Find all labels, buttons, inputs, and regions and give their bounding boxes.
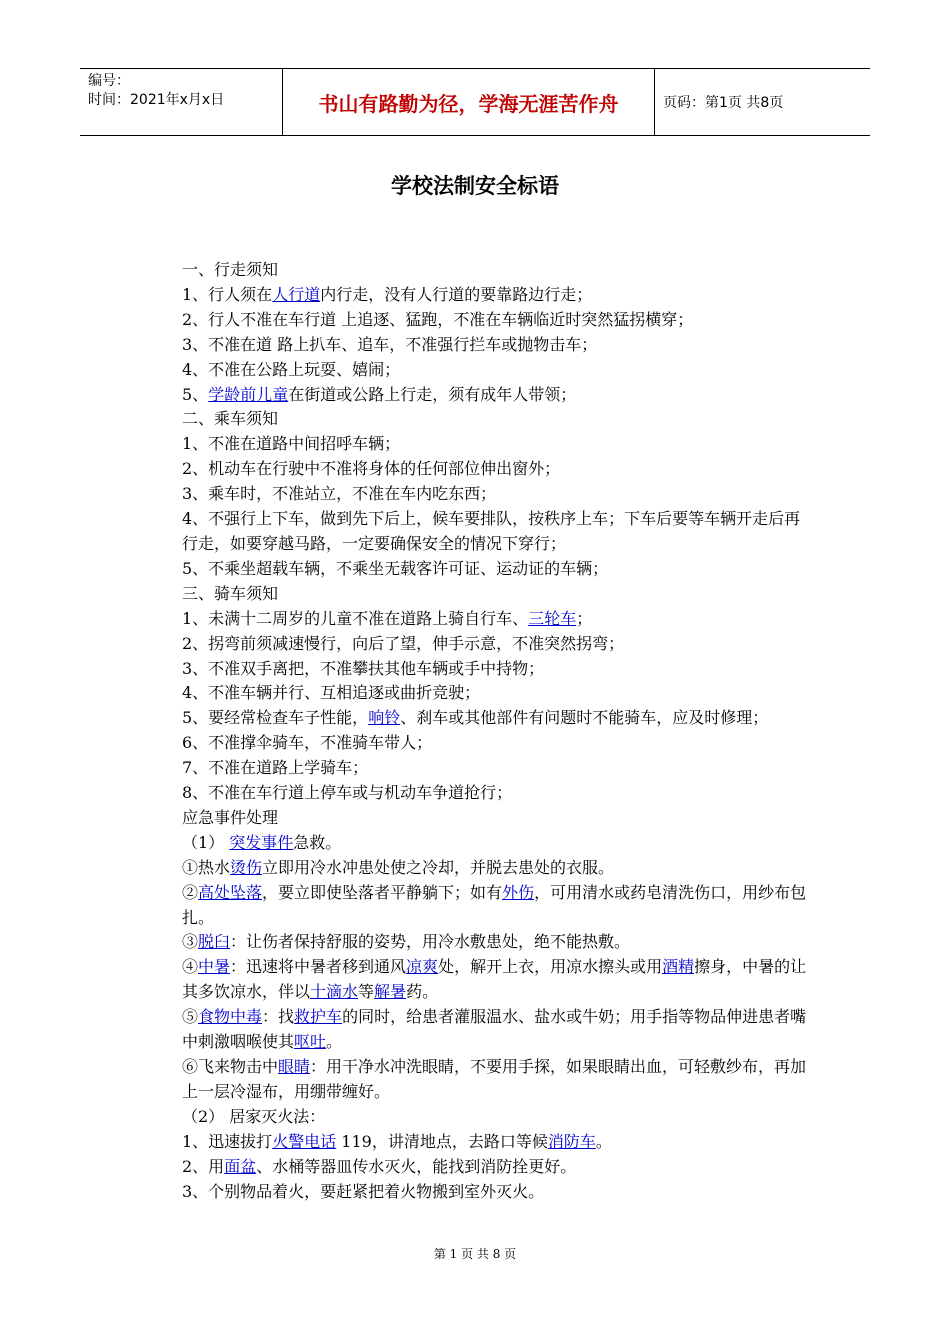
- paragraph-text: 3、个别物品着火，要赶紧把着火物搬到室外灭火。: [182, 1181, 545, 1201]
- paragraph-text: ：迅速将中暑者移到通风: [230, 957, 407, 977]
- keyword-link[interactable]: 响铃: [368, 708, 401, 728]
- body-paragraph: [182, 407, 812, 432]
- paragraph-text: 在街道或公路上行走，须有成年人带领；: [288, 384, 577, 404]
- paragraph-text: 1、未满十二周岁的儿童不准在道路上骑自行车、: [182, 608, 529, 628]
- number-label: 编号：: [88, 73, 130, 89]
- header-motto: 书山有路勤为径，学海无涯苦作舟: [282, 69, 655, 135]
- body-paragraph: [182, 482, 812, 507]
- body-paragraph: [182, 258, 812, 283]
- paragraph-text: 5、要经常检查车子性能，: [182, 708, 369, 728]
- paragraph-text: 三、骑车须知: [182, 583, 279, 603]
- paragraph-text: 急救。: [293, 832, 342, 852]
- body-paragraph: [182, 1155, 812, 1180]
- body-paragraph: [182, 607, 812, 632]
- keyword-link[interactable]: 凉爽: [406, 957, 439, 977]
- paragraph-text: 1、不准在道路中间招呼车辆；: [182, 434, 401, 454]
- keyword-link[interactable]: 烫伤: [230, 857, 263, 877]
- paragraph-text: 4、不强行上下车，做到先下后上，候车要排队，按秩序上车；下车后要等车辆开走后再行走，如要穿越马路，一定要确保安全的情况下穿行；: [182, 509, 801, 553]
- body-paragraph: [182, 881, 812, 931]
- body-paragraph: [182, 681, 812, 706]
- paragraph-text: 5、: [182, 384, 209, 404]
- paragraph-text: ⑤: [182, 1007, 199, 1027]
- keyword-link[interactable]: 人行道: [272, 284, 321, 304]
- keyword-link[interactable]: 救护车: [294, 1007, 343, 1027]
- keyword-link[interactable]: 火警电话: [272, 1131, 337, 1151]
- body-paragraph: [182, 457, 812, 482]
- paragraph-text: ，要立即使坠落者平静躺下；如有: [262, 882, 503, 902]
- paragraph-text: 的同时，给患者灌服温水、盐水或牛奶；用手指等物品伸进患者嘴中刺激咽喉使其: [182, 1007, 807, 1052]
- paragraph-text: 3、乘车时，不准站立，不准在车内吃东西；: [182, 484, 497, 504]
- keyword-link[interactable]: 十滴水: [310, 982, 359, 1002]
- paragraph-text: 、刹车或其他部件有问题时不能骑车，应及时修理；: [400, 708, 769, 728]
- keyword-link[interactable]: 面盆: [224, 1156, 257, 1176]
- body-paragraph: [182, 432, 812, 457]
- body-paragraph: [182, 1005, 812, 1055]
- body-paragraph: [182, 781, 812, 806]
- paragraph-text: 立即用冷水冲患处使之冷却，并脱去患处的衣服。: [262, 857, 615, 877]
- body-paragraph: [182, 831, 812, 856]
- paragraph-text: 4、不准在公路上玩耍、嬉闹；: [182, 359, 401, 379]
- paragraph-text: 7、不准在道路上学骑车；: [182, 758, 369, 778]
- body-paragraph: [182, 308, 812, 333]
- paragraph-text: 1、迅速拔打: [182, 1131, 273, 1151]
- body-paragraph: [182, 333, 812, 358]
- paragraph-text: 等: [358, 982, 375, 1002]
- paragraph-text: 119，讲清地点，去路口等候: [336, 1131, 548, 1151]
- keyword-link[interactable]: 眼睛: [278, 1057, 311, 1076]
- paragraph-text: 处，解开上衣，用凉水擦头或用: [438, 957, 663, 977]
- keyword-link[interactable]: 呕吐: [294, 1032, 327, 1052]
- body-paragraph: [182, 283, 812, 308]
- paragraph-text: ⑥飞来物击中: [182, 1057, 279, 1076]
- body-paragraph: [182, 557, 812, 582]
- paragraph-text: ③: [182, 932, 199, 952]
- paragraph-text: ，可用清水或药皂清洗伤口，用纱布包扎。: [182, 882, 807, 927]
- paragraph-text: 5、不乘坐超载车辆，不乘坐无载客许可证、运动证的车辆；: [182, 558, 609, 578]
- paragraph-text: 3、不准双手离把，不准攀扶其他车辆或手中持物；: [182, 658, 545, 678]
- paragraph-text: 2、机动车在行驶中不准将身体的任何部位伸出窗外；: [182, 459, 561, 479]
- paragraph-text: ；: [576, 608, 593, 628]
- paragraph-text: 。: [326, 1032, 343, 1052]
- paragraph-text: 1、行人须在: [182, 284, 273, 304]
- body-paragraph: [182, 657, 812, 682]
- body-paragraph: [182, 582, 812, 607]
- paragraph-text: ①热水: [182, 857, 231, 877]
- keyword-link[interactable]: 食物中毒: [198, 1007, 263, 1027]
- document-title: 学校法制安全标语: [391, 174, 559, 198]
- page-footer: 第 1 页 共 8 页: [433, 1247, 517, 1261]
- paragraph-text: ②: [182, 882, 199, 902]
- paragraph-text: 2、行人不准在车行道 上追逐、猛跑，不准在车辆临近时突然猛拐横穿；: [182, 309, 694, 329]
- keyword-link[interactable]: 酒精: [662, 957, 695, 977]
- body-paragraph: [182, 930, 812, 955]
- date-label: 时间：2021年x月x日: [88, 92, 225, 108]
- paragraph-text: 、水桶等器皿传水灭火，能找到消防拴更好。: [256, 1156, 577, 1176]
- body-paragraph: [182, 1105, 812, 1130]
- paragraph-text: 擦身，中暑的让其多饮凉水，伴以: [182, 957, 807, 1002]
- paragraph-text: ④: [182, 957, 199, 977]
- document-body: [182, 258, 812, 1204]
- body-paragraph: [182, 806, 812, 831]
- paragraph-text: 应急事件处理: [182, 807, 279, 827]
- paragraph-text: 8、不准在车行道上停车或与机动车争道抢行；: [182, 783, 513, 803]
- keyword-link[interactable]: 学龄前儿童: [208, 384, 289, 404]
- paragraph-text: ：用干净水冲洗眼睛，不要用手探，如果眼睛出血，可轻敷纱布，再加上一层冷湿布，用绷带缠好。: [182, 1057, 807, 1101]
- paragraph-text: 2、用: [182, 1156, 225, 1176]
- paragraph-text: 内行走，没有人行道的要靠路边行走；: [320, 284, 593, 304]
- header-meta: [80, 69, 282, 135]
- paragraph-text: ：找: [262, 1007, 295, 1027]
- paragraph-text: （1）: [182, 832, 230, 852]
- keyword-link[interactable]: 消防车: [547, 1131, 596, 1151]
- paragraph-text: 一、行走须知: [182, 260, 279, 279]
- body-paragraph: [182, 632, 812, 657]
- keyword-link[interactable]: 三轮车: [528, 608, 577, 628]
- keyword-link[interactable]: 高处坠落: [198, 882, 263, 902]
- keyword-link[interactable]: 突发事件: [229, 832, 294, 852]
- paragraph-text: 。: [595, 1131, 612, 1151]
- body-paragraph: [182, 756, 812, 781]
- body-paragraph: [182, 383, 812, 408]
- paragraph-text: 二、乘车须知: [182, 409, 279, 429]
- body-paragraph: [182, 1055, 812, 1105]
- body-paragraph: [182, 955, 812, 1005]
- body-paragraph: [182, 358, 812, 383]
- body-paragraph: [182, 1130, 812, 1155]
- keyword-link[interactable]: 中暑: [198, 957, 231, 977]
- body-paragraph: [182, 706, 812, 731]
- body-paragraph: [182, 507, 812, 557]
- keyword-link[interactable]: 外伤: [502, 882, 535, 902]
- page-header: [80, 68, 870, 136]
- paragraph-text: ：让伤者保持舒服的姿势，用冷水敷患处，绝不能热敷。: [230, 932, 631, 952]
- keyword-link[interactable]: 解暑: [374, 982, 407, 1002]
- paragraph-text: 4、不准车辆并行、互相追逐或曲折竞驶；: [182, 683, 481, 703]
- paragraph-text: 6、不准撑伞骑车，不准骑车带人；: [182, 733, 433, 753]
- body-paragraph: [182, 856, 812, 881]
- paragraph-text: （2） 居家灭火法：: [182, 1106, 326, 1126]
- paragraph-text: 3、不准在道 路上扒车、追车，不准强行拦车或抛物击车；: [182, 334, 598, 354]
- paragraph-text: 2、拐弯前须减速慢行，向后了望，伸手示意，不准突然拐弯；: [182, 633, 625, 653]
- keyword-link[interactable]: 脱臼: [198, 932, 231, 952]
- header-page-info: 页码：第1页 共8页: [663, 95, 784, 111]
- body-paragraph: [182, 731, 812, 756]
- body-paragraph: [182, 1180, 812, 1205]
- paragraph-text: 药。: [406, 982, 439, 1002]
